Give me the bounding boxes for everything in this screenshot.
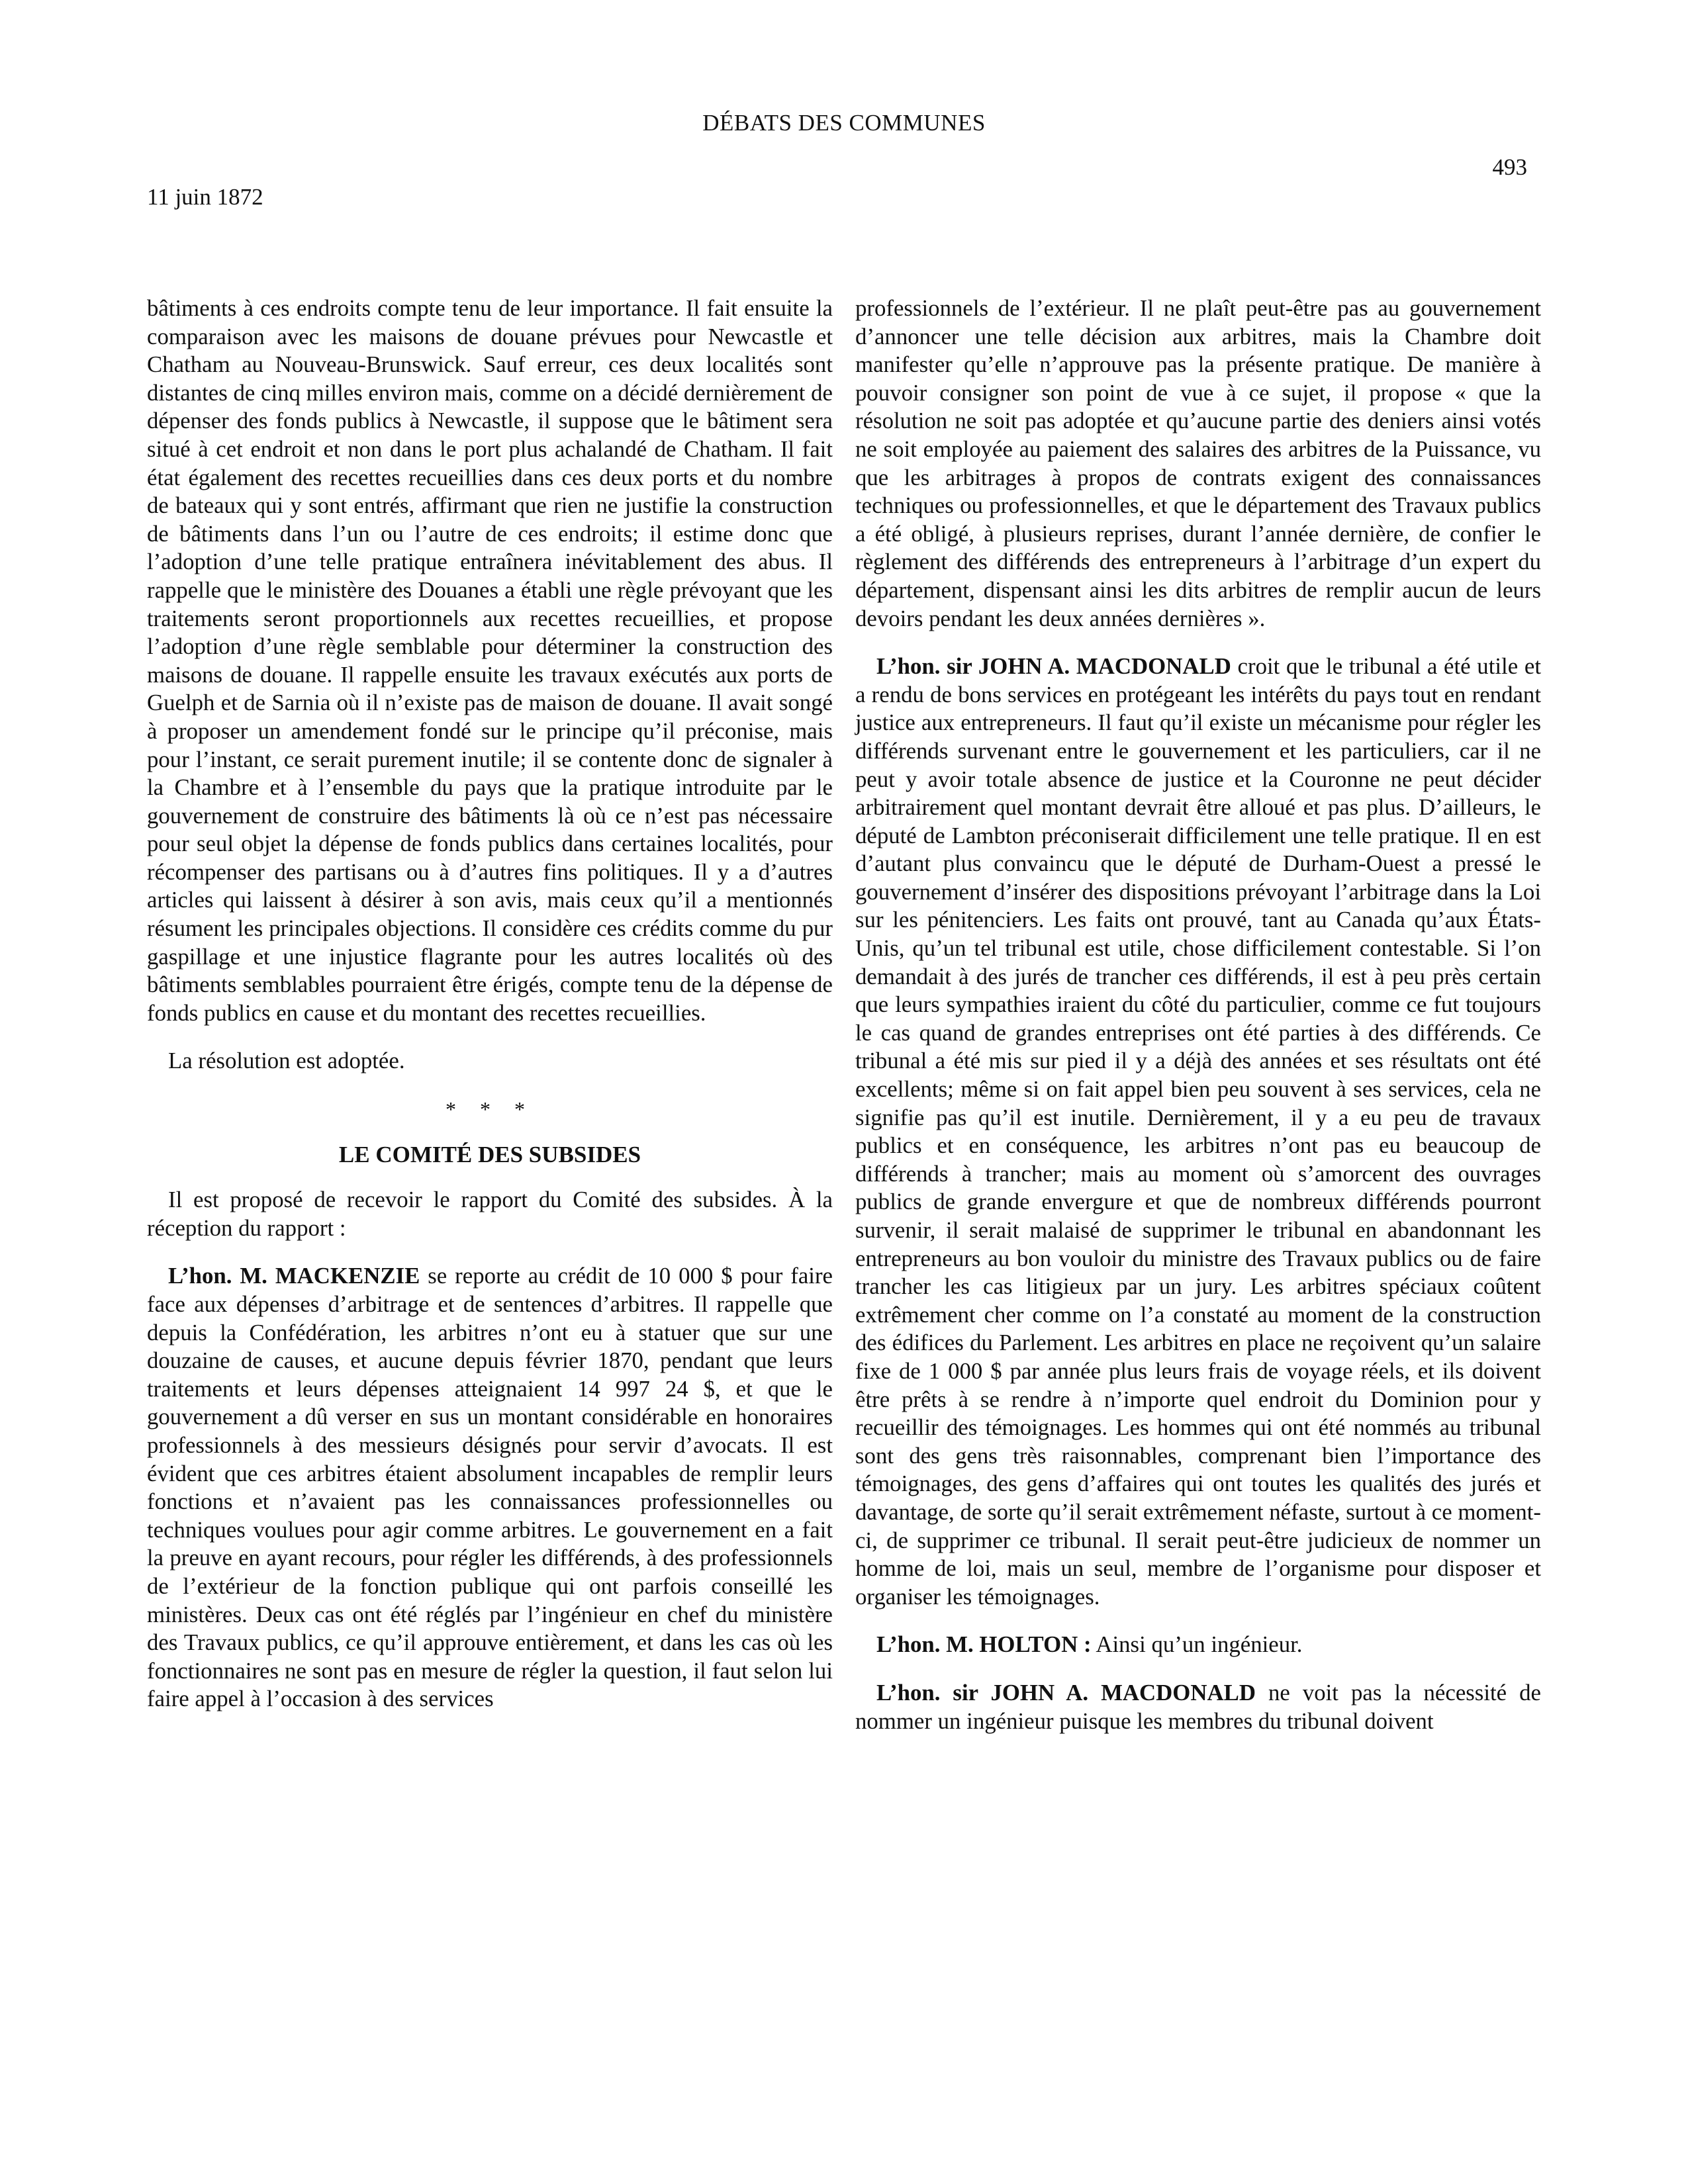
speech-text: se reporte au crédit de 10 000 $ pour faire face aux dépenses d’arbitrage et de sentences d’arbitres. Il rappelle que depuis la Confédération, les arbitres n’ont eu à statuer que sur une douzaine de causes, et aucune depuis février 1870, pendant que leurs traitements et leurs dépenses atteignaient 14 997 24 $, et que le gouvernement a dû verser en sus un montant considérable en honoraires professionnels à des messieurs désignés pour servir d’avocats. Il est évident que ces arbitres étaient absolument incapables de remplir leurs fonctions et n’avaient pas les connaissances professionnelles ou techniques voulues pour agir comme arbitres. Le gouvernement en a fait la preuve en ayant recours, pour régler les différends, à des professionnels de l’extérieur de la fonction publique qui ont parfois conseillé les ministères. Deux cas ont été réglés par l’ingénieur en chef du ministère des Travaux publics, ce qu’il approuve entièrement, et dans les cas où les fonctionnaires ne sont pas en mesure de régler la question, il faut selon lui faire appel à l’occasion à des services bbox=[147, 1263, 833, 1712]
page-header-title: DÉBATS DES COMMUNES bbox=[702, 110, 986, 136]
page-number: 493 bbox=[1492, 154, 1527, 180]
speaker-name: L’hon. M. MACKENZIE bbox=[168, 1263, 420, 1289]
speech-text: croit que le tribunal a été utile et a rendu de bons services en protégeant les intérêts du pays tout en rendant justice aux entrepreneurs. Il faut qu’il existe un mécanisme pour régler les différends survenant entre le gouvernement et les particuliers, car il ne peut y avoir totale absence de justice et la Couronne ne peut décider arbitrairement quel montant devrait être alloué et pas plus. D’ailleurs, le député de Lambton préconiserait difficilement une telle pratique. Il en est d’autant plus convaincu que le député de Durham-Ouest a pressé le gouvernement d’insérer des dispositions prévoyant l’arbitrage dans la Loi sur les pénitenciers. Les faits ont prouvé, tant au Canada qu’aux États-Unis, qu’un tel tribunal est utile, chose difficilement contestable. Si l’on demandait à des jurés de trancher ces différends, il est à peu près certain que leurs sympathies iraient du côté du particulier, comme ce fut toujours le cas quand de grandes entreprises ont été parties à des différends. Ce tribunal a été mis sur pied il y a déjà des années et ses résultats ont été excellents; même si on fait appel bien peu souvent à ses services, cela ne signifie pas qu’il est inutile. Dernièrement, il y a eu peu de travaux publics et en conséquence, les arbitres n’ont pas eu beaucoup de différends à trancher; mais au moment où s’amorcent des ouvrages publics de grande envergure et que de nombreux différends pourront survenir, il serait malaisé de supprimer le tribunal en abandonnant les entrepreneurs au bon vouloir du ministre des Travaux publics ou de faire trancher les cas litigieux par un jury. Les arbitres spéciaux coûtent extrêmement cher comme on l’a constaté au moment de la construction des édifices du Parlement. Les arbitres en place ne reçoivent qu’un salaire fixe de 1 000 $ par année plus leurs frais de voyage réels, et ils doivent être prêts à se rendre à n’importe quel endroit du Dominion pour y recueillir des témoignages. Les hommes qui ont été nommés au tribunal sont des gens très raisonnables, comprenant bien l’importance des témoignages, des gens d’affaires qui ont toutes les qualités des jurés et davantage, de sorte qu’il serait extrêmement néfaste, surtout à ce moment-ci, de supprimer ce tribunal. Il serait peut-être judicieux de nommer un homme de loi, mais un seul, membre de l’organisme pour disposer et organiser les témoignages. bbox=[855, 653, 1541, 1610]
speaker-name: L’hon. sir JOHN A. MACDONALD bbox=[876, 653, 1231, 680]
speech-text: Ainsi qu’un ingénieur. bbox=[1091, 1631, 1303, 1658]
page-date: 11 juin 1872 bbox=[147, 184, 263, 210]
right-column bbox=[855, 295, 1541, 1755]
resolution-adopted: La résolution est adoptée. bbox=[168, 1048, 405, 1074]
section-separator: * * * bbox=[445, 1097, 534, 1122]
paragraph: Il est proposé de recevoir le rapport du Comité des subsides. À la réception du rapport : bbox=[147, 1187, 833, 1241]
speech-text: ne voit pas la nécessité de nommer un ingénieur puisque les membres du tribunal doivent bbox=[855, 1679, 1541, 1734]
speech-paragraph bbox=[855, 1631, 1541, 1659]
speech-paragraph bbox=[855, 653, 1541, 1611]
speech-paragraph bbox=[855, 1679, 1541, 1735]
speaker-name: L’hon. M. HOLTON : bbox=[876, 1631, 1092, 1658]
left-column bbox=[147, 295, 833, 1733]
paragraph: professionnels de l’extérieur. Il ne plaît peut-être pas au gouvernement d’annoncer une telle décision aux arbitres, mais la Chambre doit manifester qu’elle n’approuve pas la présente pratique. De manière à pouvoir consigner son point de vue à ce sujet, il propose « que la résolution ne soit pas adoptée et qu’aucune partie des deniers ainsi votés ne soit employée au paiement des salaires des arbitres de la Puissance, vu que les arbitrages à propos de contrats exigent des connaissances techniques ou professionnelles, et que le département des Travaux publics a été obligé, à plusieurs reprises, durant l’année dernière, de confier le règlement des différends des entrepreneurs à l’arbitrage d’un expert du département, dispensant ainsi les dits arbitres de remplir aucun de leurs devoirs pendant les deux années dernières ». bbox=[855, 295, 1541, 631]
speech-paragraph bbox=[147, 1262, 833, 1713]
section-title: LE COMITÉ DES SUBSIDES bbox=[338, 1141, 641, 1167]
paragraph: bâtiments à ces endroits compte tenu de leur importance. Il fait ensuite la comparaison avec les maisons de douane prévues pour Newcastle et Chatham au Nouveau-Brunswick. Sauf erreur, ces deux localités sont distantes de cinq milles environ mais, comme on a décidé dernièrement de dépenser des fonds publics à Newcastle, il suppose que le bâtiment sera situé à cet endroit et non dans le port plus achalandé de Chatham. Il fait état également des recettes recueillies dans ces deux ports et du nombre de bateaux qui y sont entrés, affirmant que rien ne justifie la construction de bâtiments dans l’un ou l’autre de ces endroits; il estime donc que l’adoption d’une telle pratique entraînera inévitablement des abus. Il rappelle que le ministère des Douanes a établi une règle prévoyant que les traitements seront proportionnels aux recettes recueillies, et propose l’adoption d’une règle semblable pour déterminer la construction des maisons de douane. Il rappelle ensuite les travaux exécutés aux ports de Guelph et de Sarnia où il n’existe pas de maison de douane. Il avait songé à proposer un amendement fondé sur le principe qu’il préconise, mais pour l’instant, ce serait purement inutile; il se contente donc de signaler à la Chambre et à l’ensemble du pays que la pratique introduite par le gouvernement de construire des bâtiments là où ce n’est pas nécessaire pour seul objet la dépense de fonds publics dans certaines localités, pour récompenser des partisans ou à d’autres fins politiques. Il y a d’autres articles qui laissent à désirer à son avis, mais ceux qu’il a mentionnés résument les principales objections. Il considère ces crédits comme du pur gaspillage et une injustice flagrante pour les autres localités où des bâtiments semblables pourraient être érigés, compte tenu de la dépense de fonds publics en cause et du montant des recettes recueillies. bbox=[147, 295, 833, 1026]
speaker-name: L’hon. sir JOHN A. MACDONALD bbox=[876, 1679, 1256, 1706]
